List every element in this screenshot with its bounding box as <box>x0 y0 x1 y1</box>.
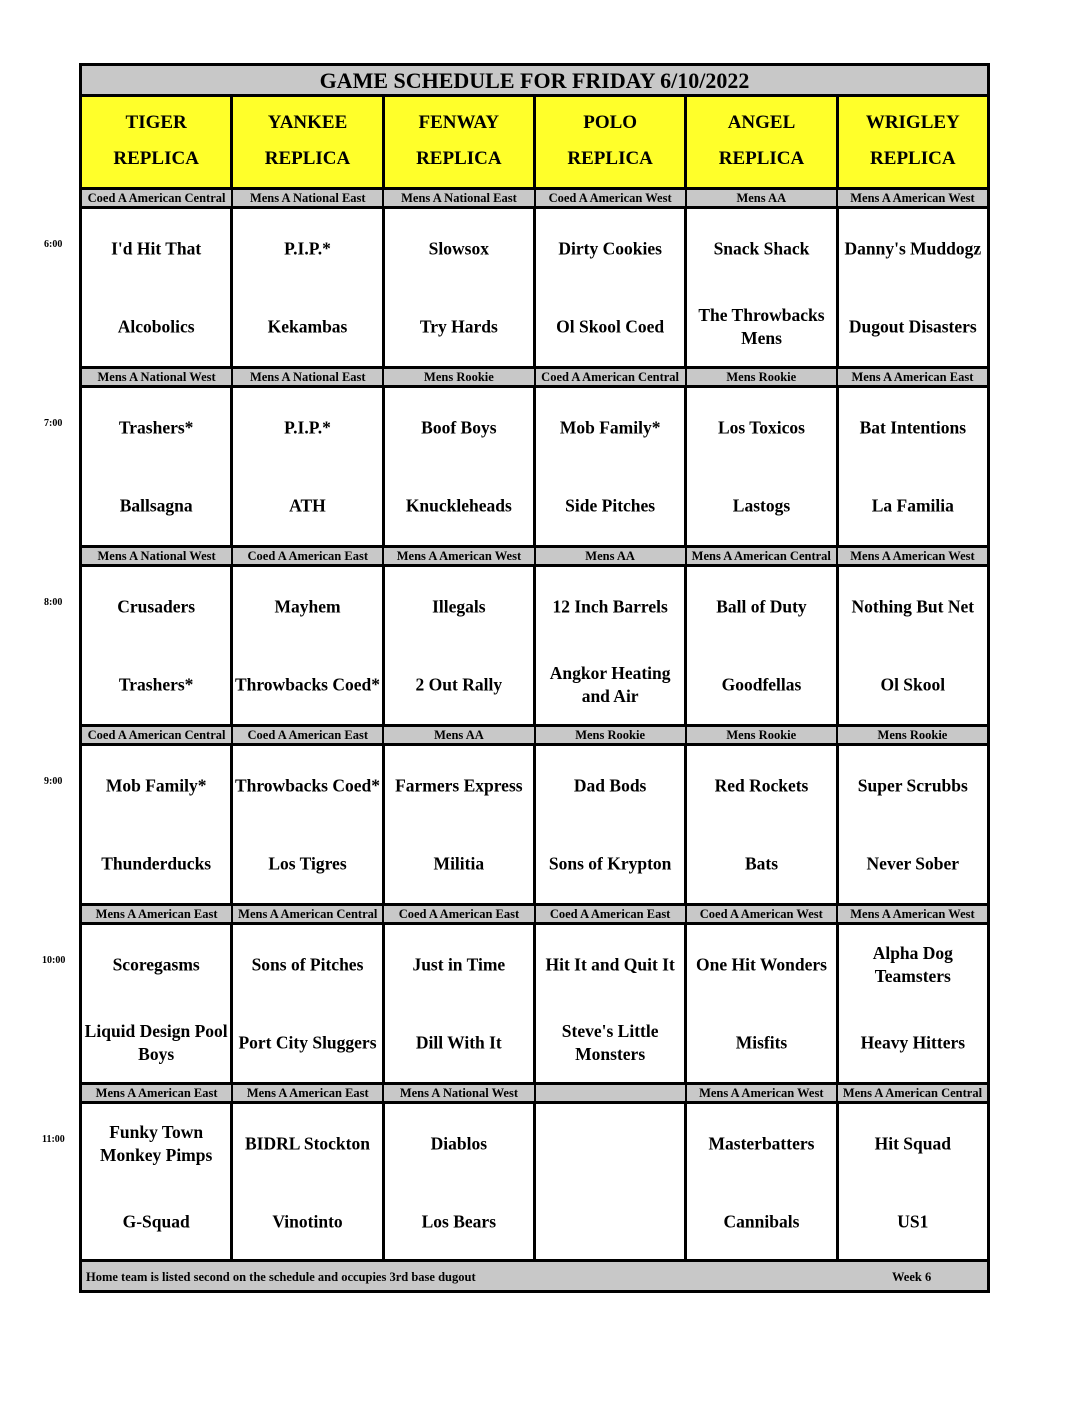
division-label: Mens A American Central <box>687 548 838 564</box>
game-cell <box>839 925 987 1082</box>
away-team: BIDRL Stockton <box>245 1133 370 1154</box>
game-cell <box>233 925 384 1082</box>
field-sub: REPLICA <box>567 148 653 169</box>
away-team: Trashers* <box>118 417 194 438</box>
away-team: Danny's Muddogz <box>844 238 982 259</box>
division-label: Mens A American East <box>851 370 974 384</box>
away-team: Hit Squad <box>874 1133 951 1154</box>
away-team: Red Rockets <box>714 775 809 796</box>
home-team: Try Hards <box>419 316 498 337</box>
division-label: Coed A American East <box>233 548 384 564</box>
game-cell <box>233 388 384 545</box>
away-team: Funky Town Monkey Pimps <box>100 1122 213 1165</box>
division-label: Mens A National West <box>82 369 233 385</box>
home-team: The Throwbacks Mens <box>698 305 825 348</box>
game-cell <box>687 388 838 545</box>
game-cell <box>687 209 838 366</box>
division-label: Mens Rookie <box>384 369 535 385</box>
time-label: 10:00 <box>42 955 66 966</box>
home-team: Vinotinto <box>272 1211 343 1232</box>
division-label: Mens A National West <box>82 548 233 564</box>
field-sub: REPLICA <box>113 148 199 169</box>
home-team: Bats <box>744 853 778 874</box>
game-cell <box>839 209 987 366</box>
home-team: Port City Sluggers <box>238 1032 377 1053</box>
away-team: Dirty Cookies <box>558 238 662 259</box>
field-header-fenway <box>385 97 536 187</box>
time-label: 9:00 <box>44 776 63 787</box>
away-team: Crusaders <box>117 596 196 617</box>
home-team: Ol Skool <box>880 674 946 695</box>
away-team: Bat Intentions <box>859 417 967 438</box>
division-label: Mens AA <box>384 727 535 743</box>
division-label: Mens A National East <box>384 190 535 206</box>
home-team: Never Sober <box>866 853 960 874</box>
field-name: ANGEL <box>727 112 796 133</box>
game-cell <box>536 925 687 1082</box>
away-team: P.I.P.* <box>284 417 331 438</box>
division-label: Mens A American Central <box>233 906 384 922</box>
away-team: Illegals <box>432 596 486 617</box>
field-header-polo <box>536 97 687 187</box>
game-cell <box>233 746 384 903</box>
division-label: Mens Rookie <box>877 728 948 742</box>
home-team: Ballsagna <box>119 495 193 516</box>
division-label: Mens A American West <box>850 191 975 205</box>
game-cell <box>82 209 233 366</box>
games-row <box>82 567 987 724</box>
away-team: Masterbatters <box>708 1133 815 1154</box>
division-label: Mens Rookie <box>687 727 838 743</box>
time-label: 11:00 <box>42 1134 65 1145</box>
home-team: Militia <box>433 853 485 874</box>
division-label: Mens A National West <box>384 1085 535 1101</box>
division-label: Mens A National East <box>233 190 384 206</box>
field-name: FENWAY <box>418 112 500 133</box>
home-team: Steve's Little Monsters <box>561 1021 659 1064</box>
game-cell <box>82 388 233 545</box>
field-name: POLO <box>583 112 638 133</box>
schedule-title: GAME SCHEDULE FOR FRIDAY 6/10/2022 <box>82 66 987 97</box>
field-sub: REPLICA <box>264 148 351 169</box>
away-team: Nothing But Net <box>851 596 975 617</box>
home-team: ATH <box>289 495 326 516</box>
home-team: Kekambas <box>267 316 348 337</box>
division-row <box>82 545 987 567</box>
game-cell <box>385 1104 536 1261</box>
time-label: 6:00 <box>44 239 63 250</box>
away-team: Just in Time <box>412 954 506 975</box>
home-team: Sons of Krypton <box>548 853 672 874</box>
division-label: Coed A American Central <box>536 369 687 385</box>
field-header-yankee <box>233 97 384 187</box>
away-team: Boof Boys <box>421 417 497 438</box>
division-label: Mens AA <box>536 548 687 564</box>
game-cell <box>687 1104 838 1261</box>
game-cell <box>536 209 687 366</box>
field-header-angel <box>687 97 838 187</box>
division-label: Mens A American East <box>82 906 233 922</box>
game-cell <box>82 1104 233 1261</box>
time-slot-block <box>82 724 987 903</box>
field-name: YANKEE <box>267 112 348 133</box>
field-name: WRIGLEY <box>865 112 960 133</box>
time-slot-block <box>82 903 987 1082</box>
away-team: Mob Family* <box>105 775 207 796</box>
time-slot-block <box>82 1082 987 1261</box>
week-label: Week 6 <box>892 1270 932 1284</box>
division-label: Mens A American West <box>850 549 975 563</box>
home-team: Los Bears <box>421 1211 496 1232</box>
game-cell <box>82 567 233 724</box>
away-team: Throwbacks Coed* <box>234 775 381 796</box>
away-team: Sons of Pitches <box>251 954 364 975</box>
time-slot-block <box>82 545 987 724</box>
schedule-sheet <box>79 63 990 1293</box>
games-row <box>82 1104 987 1261</box>
game-cell <box>233 567 384 724</box>
game-cell <box>687 925 838 1082</box>
game-cell <box>385 925 536 1082</box>
home-team: Heavy Hitters <box>860 1032 966 1053</box>
home-team: Liquid Design Pool Boys <box>84 1021 228 1064</box>
games-row <box>82 925 987 1082</box>
field-sub: REPLICA <box>416 148 502 169</box>
division-row <box>82 187 987 209</box>
away-team: Hit It and Quit It <box>545 954 675 975</box>
game-cell <box>536 388 687 545</box>
division-row <box>82 724 987 746</box>
game-cell <box>687 567 838 724</box>
home-team: US1 <box>897 1211 929 1232</box>
field-header-row <box>82 97 987 187</box>
away-team: Farmers Express <box>395 775 523 796</box>
away-team: Los Toxicos <box>717 417 805 438</box>
game-cell <box>385 209 536 366</box>
footnote-text: Home team is listed second on the schedule and occupies 3rd base dugout <box>86 1270 476 1284</box>
division-label: Coed A American East <box>536 906 687 922</box>
division-row <box>82 366 987 388</box>
game-cell <box>687 746 838 903</box>
home-team: Dugout Disasters <box>848 316 977 337</box>
division-label <box>536 1085 687 1101</box>
division-label: Mens AA <box>687 190 838 206</box>
away-team: Diablos <box>430 1133 488 1154</box>
time-slot-block <box>82 366 987 545</box>
home-team: G-Squad <box>122 1211 190 1232</box>
division-row <box>82 1082 987 1104</box>
home-team: La Familia <box>871 495 954 516</box>
division-label: Coed A American East <box>233 727 384 743</box>
field-header-tiger <box>82 97 233 187</box>
division-label: Mens Rookie <box>687 369 838 385</box>
division-row <box>82 903 987 925</box>
game-cell <box>385 567 536 724</box>
division-label: Mens A American Central <box>842 1086 983 1100</box>
home-team: Thunderducks <box>101 853 212 874</box>
time-label: 8:00 <box>44 597 63 608</box>
field-header-wrigley <box>839 97 987 187</box>
division-label: Mens A American East <box>233 1085 384 1101</box>
game-cell <box>839 1104 987 1261</box>
game-cell <box>536 567 687 724</box>
game-cell <box>82 925 233 1082</box>
games-row <box>82 388 987 545</box>
game-cell <box>839 746 987 903</box>
home-team: 2 Out Rally <box>415 674 503 695</box>
division-label: Mens A American West <box>687 1085 838 1101</box>
away-team: Slowsox <box>428 238 489 259</box>
field-name: TIGER <box>125 112 187 133</box>
away-team: Snack Shack <box>713 238 810 259</box>
home-team: Ol Skool Coed <box>556 316 665 337</box>
game-cell <box>385 388 536 545</box>
games-row <box>82 746 987 903</box>
game-cell <box>839 567 987 724</box>
division-label: Coed A American East <box>384 906 535 922</box>
game-cell <box>233 1104 384 1261</box>
division-label: Mens Rookie <box>536 727 687 743</box>
away-team: Scoregasms <box>112 954 200 975</box>
division-label: Coed A American West <box>687 906 838 922</box>
field-sub: REPLICA <box>870 148 956 169</box>
home-team: Los Tigres <box>268 853 347 874</box>
home-team: Trashers* <box>118 674 194 695</box>
field-sub: REPLICA <box>718 148 805 169</box>
game-cell <box>839 388 987 545</box>
home-team: Goodfellas <box>721 674 802 695</box>
away-team: I'd Hit That <box>111 238 202 259</box>
division-label: Coed A American Central <box>82 190 233 206</box>
away-team: 12 Inch Barrels <box>552 596 668 617</box>
division-label: Mens A American West <box>850 907 975 921</box>
time-slot-block <box>82 187 987 366</box>
division-label: Mens A American West <box>384 548 535 564</box>
footer-bar <box>82 1259 987 1290</box>
home-team: Dill With It <box>415 1032 502 1053</box>
game-cell <box>82 746 233 903</box>
away-team: Alpha Dog Teamsters <box>872 943 953 986</box>
home-team: Misfits <box>735 1032 788 1053</box>
time-label: 7:00 <box>44 418 63 429</box>
game-cell <box>536 746 687 903</box>
away-team: Mob Family* <box>559 417 661 438</box>
home-team: Side Pitches <box>565 495 656 516</box>
away-team: P.I.P.* <box>284 238 331 259</box>
division-label: Coed A American West <box>536 190 687 206</box>
home-team: Alcobolics <box>117 316 195 337</box>
game-cell <box>536 1104 687 1261</box>
home-team: Angkor Heating and Air <box>549 663 671 706</box>
game-cell <box>385 746 536 903</box>
away-team: One Hit Wonders <box>696 954 827 975</box>
home-team: Cannibals <box>723 1211 800 1232</box>
away-team: Dad Bods <box>573 775 647 796</box>
division-label: Mens A National East <box>233 369 384 385</box>
home-team: Throwbacks Coed* <box>234 674 381 695</box>
division-label: Mens A American East <box>82 1085 233 1101</box>
away-team: Ball of Duty <box>716 596 807 617</box>
away-team: Mayhem <box>274 596 341 617</box>
away-team: Super Scrubbs <box>857 775 968 796</box>
home-team: Knuckleheads <box>405 495 512 516</box>
game-cell <box>233 209 384 366</box>
division-label: Coed A American Central <box>82 727 233 743</box>
home-team: Lastogs <box>732 495 791 516</box>
games-row <box>82 209 987 366</box>
